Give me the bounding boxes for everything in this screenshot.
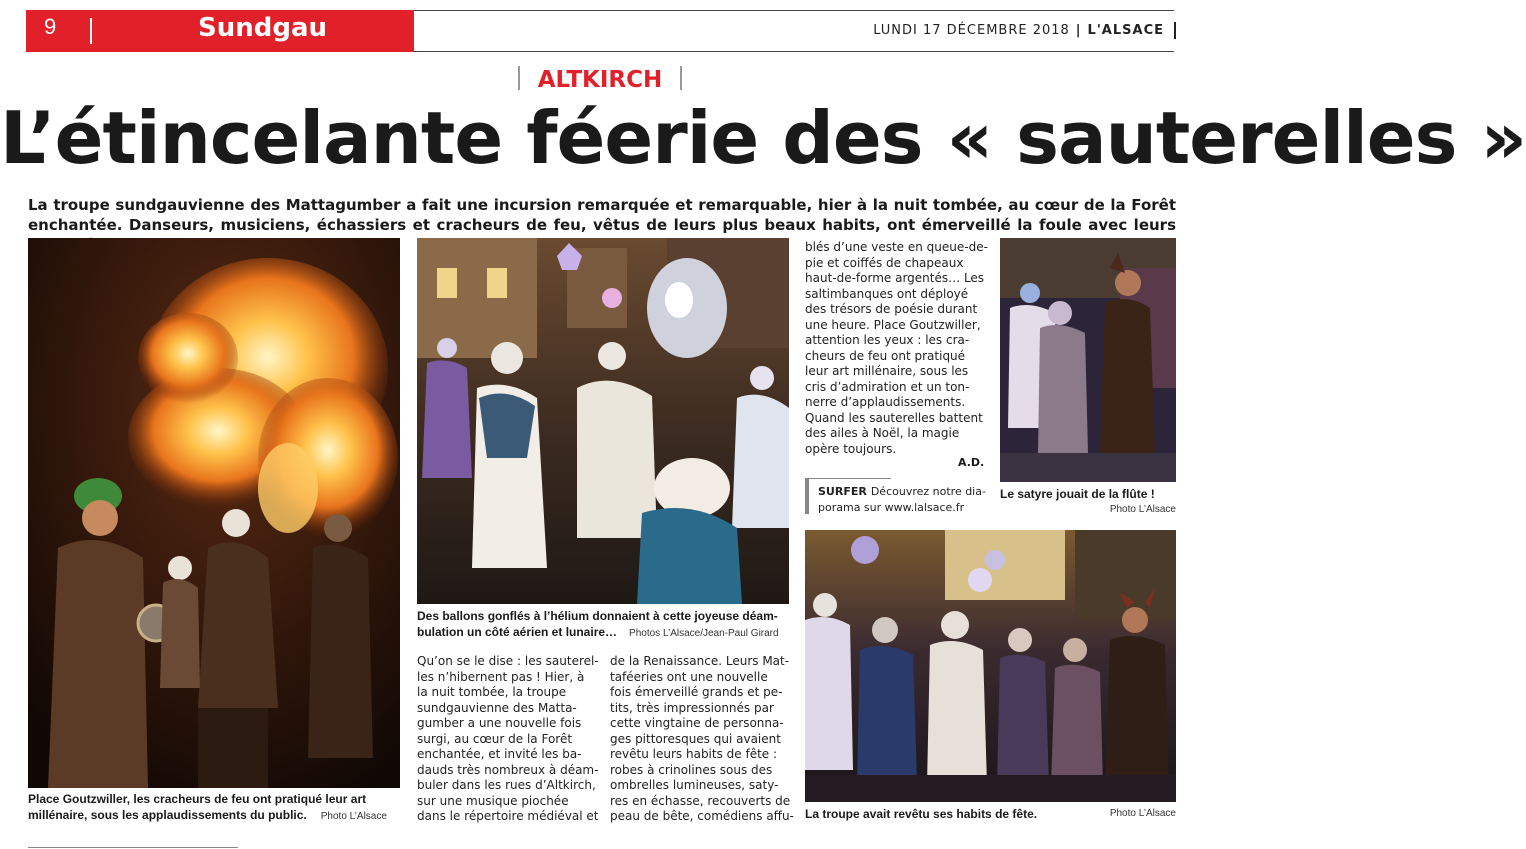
body-line: gumber a une nouvelle fois bbox=[417, 716, 582, 730]
body-line: cheurs de feu ont pratiqué bbox=[805, 348, 966, 363]
photo-credit: Photo L’Alsace bbox=[1109, 808, 1176, 819]
surfer-box bbox=[818, 484, 986, 516]
photo-troupe-caption: La troupe avait revêtu ses habits de fête. bbox=[805, 807, 1038, 821]
caption-text: millénaire, sous les applaudissements du public. bbox=[28, 808, 307, 822]
body-line: pie et coiffés de chapeaux bbox=[805, 255, 964, 270]
surfer-label: SURFER bbox=[818, 485, 867, 498]
body-line: saltimbanques ont déployé bbox=[805, 286, 969, 301]
surfer-text-line1: Découvrez notre dia- bbox=[870, 485, 986, 498]
body-line: ombrelles lumineuses, saty- bbox=[610, 778, 779, 792]
body-line: dauds très nombreux à déam- bbox=[417, 762, 599, 777]
body-line: leur art millénaire, sous les bbox=[805, 364, 969, 378]
photo-credit: Photos L’Alsace/Jean-Paul Girard bbox=[629, 628, 779, 639]
photo-fire-breathers-caption-line2 bbox=[28, 807, 400, 825]
body-line: robes à crinolines sous des bbox=[610, 762, 773, 777]
article-column-3 bbox=[805, 240, 988, 457]
header-rule-top bbox=[414, 10, 1174, 11]
kicker-bar-left bbox=[518, 66, 520, 90]
body-line: attention les yeux : les cra- bbox=[805, 333, 970, 347]
photo-troupe bbox=[805, 530, 1176, 802]
body-line: tits, très impressionnés par bbox=[610, 700, 774, 715]
photo-credit: Photo L’Alsace bbox=[320, 811, 387, 822]
author-signature: A.D. bbox=[958, 456, 985, 469]
body-line: Qu’on se le dise : les sauterel- bbox=[417, 654, 599, 668]
newspaper-name: L'ALSACE bbox=[1087, 23, 1164, 38]
kicker-text: ALTKIRCH bbox=[537, 67, 663, 93]
body-line: taféeries ont une nouvelle bbox=[610, 669, 768, 684]
body-line: surgi, au cœur de la Forêt bbox=[417, 731, 573, 746]
body-line: opère toujours. bbox=[805, 441, 897, 456]
article-column-2 bbox=[610, 654, 794, 825]
header-dateline bbox=[873, 23, 1164, 38]
body-line: res en échasse, recouverts de bbox=[610, 793, 791, 808]
header-end-bar bbox=[1174, 22, 1176, 39]
photo-credit: Photo L’Alsace bbox=[1109, 504, 1176, 515]
kicker-bar-right bbox=[680, 66, 682, 90]
body-line: de la Renaissance. Leurs Mat- bbox=[610, 654, 790, 668]
body-line: sundgauvienne des Matta- bbox=[417, 700, 577, 715]
body-line: la nuit tombée, la troupe bbox=[417, 685, 567, 699]
body-line: buler dans les rues d’Altkirch, bbox=[417, 778, 596, 792]
body-line: fois émerveillé grands et pe- bbox=[610, 685, 783, 699]
lead-paragraph: La troupe sundgauvienne des Mattagumber a fait une incursion remarquée et remarquable, hier à la nuit tombée, au cœur de la Forêt enchantée. Danseurs, musiciens, échassiers et cracheurs de feu, vêtus de leurs plus beaux habits, ont émerveillé la foule avec leurs bbox=[28, 196, 1176, 234]
body-line: blés d’une veste en queue-de- bbox=[805, 240, 988, 254]
footer-rule bbox=[28, 847, 238, 848]
caption-text: bulation un côté aérien et lunaire… bbox=[417, 625, 618, 639]
surfer-bar bbox=[805, 478, 809, 514]
photo-fire-breathers-image bbox=[28, 238, 400, 788]
photo-balloon-parade-caption-line2 bbox=[417, 624, 789, 642]
body-line: haut-de-forme argentés… Les bbox=[805, 271, 985, 285]
photo-fire-breathers bbox=[28, 238, 400, 788]
body-line: sur une musique piochée bbox=[417, 793, 569, 808]
photo-balloon-parade-image bbox=[417, 238, 789, 604]
kicker bbox=[0, 66, 1200, 93]
section-title: Sundgau bbox=[198, 13, 328, 43]
photo-satyr-flute bbox=[1000, 238, 1176, 482]
header-pipe: | bbox=[1075, 23, 1082, 38]
header-divider bbox=[90, 18, 92, 44]
headline: L’étincelante féerie des « sauterelles » bbox=[0, 96, 1526, 180]
body-line: des ailes à Noël, la magie bbox=[805, 426, 960, 440]
article-column-1 bbox=[417, 654, 599, 825]
body-line: les n’hibernent pas ! Hier, à bbox=[417, 669, 585, 684]
body-line: nerre d’applaudissements. bbox=[805, 395, 966, 409]
photo-satyr-flute-caption: Le satyre jouait de la flûte ! bbox=[1000, 487, 1155, 501]
body-line: peau de bête, comédiens affu- bbox=[610, 809, 794, 823]
photo-balloon-parade-caption-line1: Des ballons gonflés à l’hélium donnaient à cette joyeuse déam- bbox=[417, 609, 778, 623]
surfer-link[interactable]: porama sur www.lalsace.fr bbox=[818, 501, 965, 514]
issue-date: LUNDI 17 DÉCEMBRE 2018 bbox=[873, 23, 1070, 38]
header-rule-bottom bbox=[414, 51, 1174, 52]
body-line: ges pittoresques qui avaient bbox=[610, 731, 781, 746]
body-line: cette vingtaine de personna- bbox=[610, 716, 784, 730]
photo-satyr-flute-image bbox=[1000, 238, 1176, 482]
page-number: 9 bbox=[44, 14, 57, 39]
body-line: revêtu leurs habits de fête : bbox=[610, 747, 778, 761]
body-line: Quand les sauterelles battent bbox=[805, 410, 983, 425]
photo-troupe-image bbox=[805, 530, 1176, 802]
body-line: cris d’admiration et un ton- bbox=[805, 379, 970, 394]
body-line: enchantée, et invité les ba- bbox=[417, 747, 582, 761]
photo-fire-breathers-caption-line1: Place Goutzwiller, les cracheurs de feu ont pratiqué leur art bbox=[28, 792, 367, 806]
surfer-rule bbox=[805, 478, 891, 479]
body-line: une heure. Place Goutzwiller, bbox=[805, 317, 981, 332]
body-line: dans le répertoire médiéval et bbox=[417, 809, 599, 823]
photo-balloon-parade bbox=[417, 238, 789, 604]
body-line: des trésors de poésie durant bbox=[805, 302, 978, 316]
